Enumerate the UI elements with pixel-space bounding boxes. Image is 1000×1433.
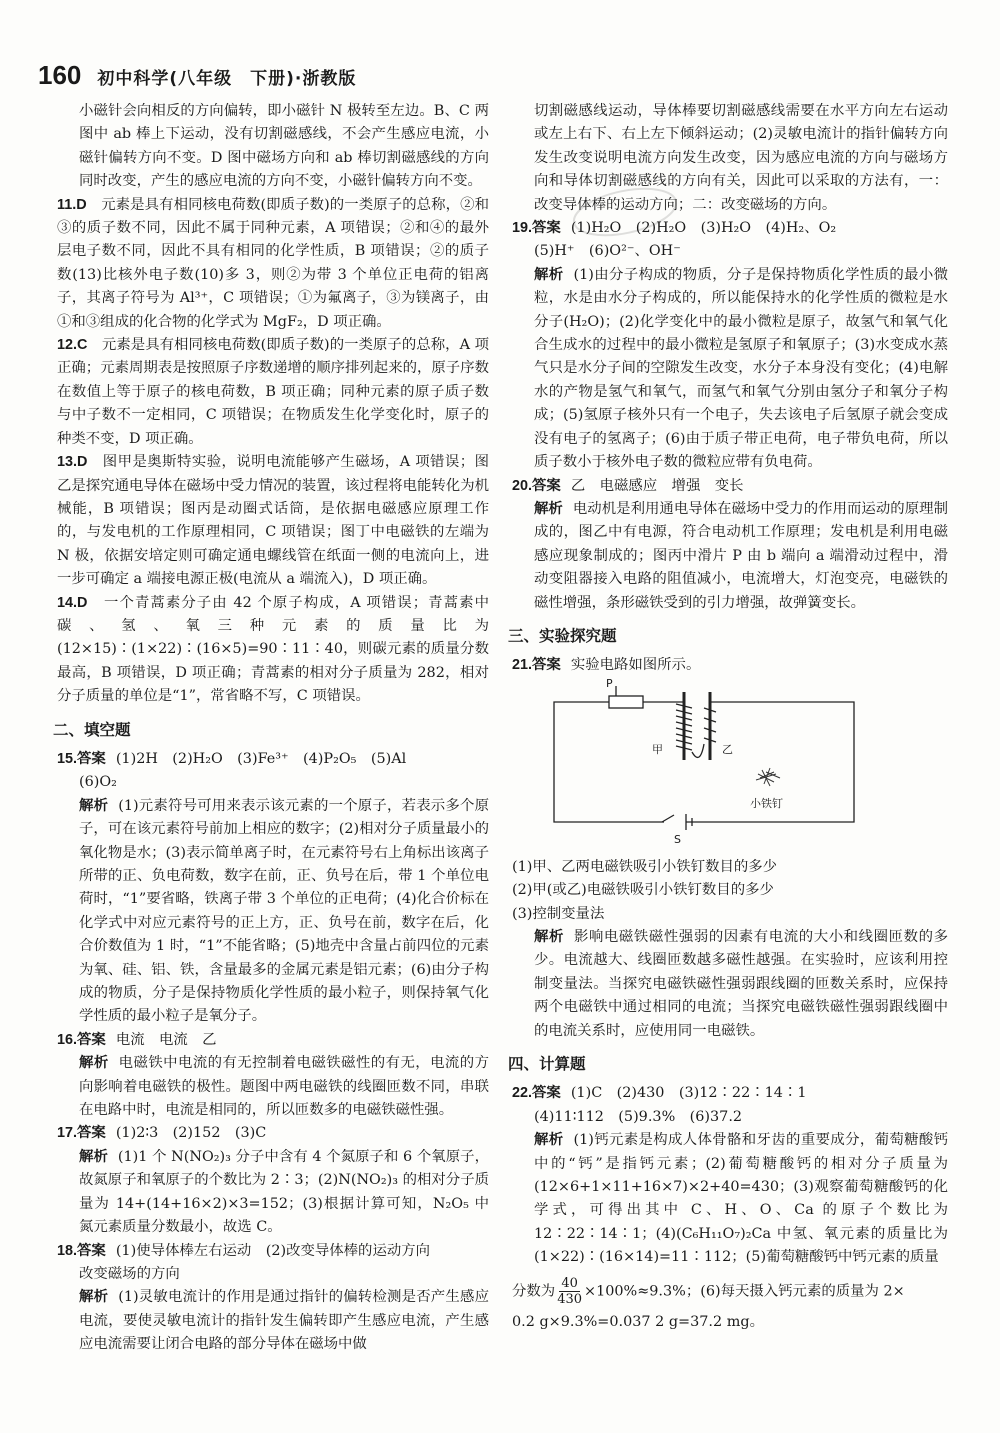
- switch: [662, 815, 674, 822]
- q20-number: 20.: [512, 477, 533, 494]
- q22-explanation: [512, 1129, 948, 1269]
- q18-answer: [57, 1240, 489, 1263]
- right-column: [508, 100, 948, 1334]
- explanation-label: 解析: [79, 1055, 109, 1072]
- q19-number: 19.: [512, 220, 533, 237]
- explanation-label: 解析: [534, 1132, 564, 1149]
- q14-number: 14.D: [57, 594, 88, 611]
- frac-denominator: 430: [557, 1291, 583, 1307]
- q16-number: 16.: [57, 1031, 78, 1048]
- q21-explanation: [512, 926, 948, 1043]
- label-yi: 乙: [722, 742, 733, 756]
- q19-answer: [512, 217, 948, 240]
- q18-number: 18.: [57, 1242, 78, 1259]
- answer-label: 答案: [532, 1085, 561, 1102]
- q17-answer: [57, 1122, 489, 1145]
- q15-explanation: [57, 795, 489, 1029]
- q17-explanation: [57, 1146, 489, 1240]
- section-calculation: 四、计算题: [508, 1055, 586, 1073]
- answer-label: 答案: [532, 220, 561, 237]
- answer-label: 答案: [77, 1031, 106, 1048]
- answer-label: 答案: [77, 750, 106, 767]
- q19-answer-line2: (5)H⁺ (6)O²⁻、OH⁻: [534, 243, 681, 260]
- frac-numerator: 40: [561, 1275, 578, 1291]
- q11-text: 元素是具有相同核电荷数(即质子数)的一类原子的总称，②和③的质子数不同，因此不属于同种元素，A 项错误；②和④的最外层电子数不同，因此不具有相同的化学性质，B 项错误；②的质子数(13)比核外电子数(10)多 3，则②为带 3 个单位正电荷的铝离子，其离子符号为 Al³⁺，C 项错误；①为氟离子，③为镁离子，由①和③组成的化合物的化学式为 MgF₂，D 项正确。: [57, 196, 489, 330]
- q18-continuation: 切割磁感线运动，导体棒要切割磁感线需要在水平方向左右运动或左上右下、右上左下倾斜运动；(2)灵敏电流计的指针偏转方向发生改变说明电流方向发生改变，因为感应电流的方向与磁场方向和导体切割磁感线的方向有关，因此可以采取的方法有，一：改变导体棒的运动方向；二：改变磁场的方向。: [534, 103, 948, 213]
- q19-explanation: [512, 264, 948, 475]
- q17-answers: (1)2∶3 (2)152 (3)C: [115, 1125, 267, 1142]
- frac-prefix: 分数为: [512, 1283, 556, 1300]
- q13-text: 图甲是奥斯特实验，说明电流能够产生磁场，A 项错误；图乙是探究通电导体在磁场中受力情况的装置，该过程将电能转化为机械能，B 项错误；图丙是动圈式话筒，是依据电磁感应原理工作的，与发电机的工作原理相同，C 项错误；图丁中电磁铁的左端为 N 极，依据安培定则可确定通电螺线管在纸面一侧的电流向上，进一步可确定 a 端接电源正极(电流从 a 端流入)，D 项正确。: [57, 454, 489, 588]
- explanation-label: 解析: [534, 928, 564, 945]
- q21-item-1: (1)甲、乙两电磁铁吸引小铁钉数目的多少: [512, 858, 778, 875]
- explanation-label: 解析: [79, 1289, 109, 1306]
- frac-suffix: ×100%≈9.3%；(6)每天摄入钙元素的质量为 2×: [584, 1283, 905, 1300]
- circuit-wire: [554, 702, 684, 822]
- q15-exp-text: (1)元素符号可用来表示该元素的一个原子，若表示多个原子，可在该元素符号前加上相应的数字；(2)相对分子质量最小的氧化物是水；(3)表示简单离子时，在元素符号右上角标出该离子所带的正、负电荷数，数字在前，正、负号在后，带 1 个单位电荷时，“1”要省略，铁离子带 3 个单位的正电荷；(4)化合价标在化学式中对应元素符号的正上方，正、负号在前，数字在后，化合价数值为 1 时，“1”不能省略；(5)地壳中含量占前四位的元素为氧、硅、铝、铁，含量最多的金属元素是铝元素；(6)由分子构成的物质，分子是保持物质化学性质的最小粒子，则保持氧气化学性质的最小粒子是氧分子。: [79, 797, 489, 1025]
- explanation-label: 解析: [534, 500, 563, 517]
- label-jia: 甲: [652, 742, 663, 756]
- q16-answers: 电流 电流 乙: [115, 1031, 217, 1048]
- q20-exp-text: 电动机是利用通电导体在磁场中受力的作用而运动的原理制成的，图乙中有电源，符合电动机工作原理；发电机是利用电磁感应现象制成的；图丙中滑片 P 由 b 端向 a 端滑动过程中，滑动变阻器接入电路的阻值减小，电流增大，灯泡变亮，电磁铁的磁性增强，条形磁铁受到的引力增强，故弹簧变长。: [534, 500, 948, 611]
- answer-label: 答案: [532, 657, 561, 674]
- q21-answer: [512, 654, 948, 677]
- coil-link: [692, 744, 704, 757]
- q22-number: 22.: [512, 1085, 533, 1102]
- label-p: P: [606, 676, 613, 690]
- q17-number: 17.: [57, 1125, 78, 1142]
- circuit-svg: [534, 682, 864, 850]
- q22-exp-text: (1)钙元素是构成人体骨骼和牙齿的重要成分，葡萄糖酸钙中的“钙”是指钙元素；(2)葡萄糖酸钙的相对分子质量为(12×6+1×11+16×7)×2+40=430；(3)观察葡萄糖酸钙的化学式，可得出其中 C、H、O、Ca 的原子个数比为 12∶22∶14∶1；(4)(C₆H₁₁O₇)₂Ca 中氢、氧元素的质量比为(1×22)∶(16×14)=11∶112；(5)葡萄糖酸钙中钙元素的质量: [534, 1132, 948, 1266]
- q17-exp-text: (1)1 个 N(NO₂)₃ 分子中含有 4 个氮原子和 6 个氧原子，故氮原子和氧原子的个数比为 2∶3；(2)N(NO₂)₃ 的相对分子质量为 14+(14+16×2)×3=152；(3)根据计算可知，N₂O₅ 中氮元素质量分数最小，故选 C。: [79, 1148, 489, 1236]
- q11: [57, 194, 489, 334]
- answer-label: 答案: [77, 1125, 106, 1142]
- q20-explanation: [512, 498, 948, 615]
- answer-label: 答案: [532, 477, 561, 494]
- q21-answers: 实验电路如图所示。: [570, 657, 701, 674]
- q12: [57, 334, 489, 451]
- explanation-label: 解析: [534, 266, 564, 283]
- left-column: [53, 100, 489, 1357]
- q18-answer-line2: 改变磁场的方向: [79, 1265, 180, 1282]
- q22-answer: [512, 1082, 948, 1105]
- q14-text: 一个青蒿素分子由 42 个原子构成，A 项错误；青蒿素中碳、氢、氧三种元素的质量比为(12×15)∶(1×22)∶(16×5)=90∶11∶40，则碳元素的质量分数最高，B 项错误，D 项正确；青蒿素的相对分子质量为 282，相对分子质量的单位是“1”，常省略不写，C 项错误。: [57, 594, 489, 705]
- book-title: 初中科学(八年级 下册)·浙教版: [97, 69, 357, 89]
- q15-answers: (1)2H (2)H₂O (3)Fe³⁺ (4)P₂O₅ (5)Al: [115, 750, 407, 767]
- q21-item-2: (2)甲(或乙)电磁铁吸引小铁钉数目的多少: [512, 882, 774, 899]
- q15-number: 15.: [57, 750, 78, 767]
- q21-item-3: (3)控制变量法: [512, 905, 605, 922]
- label-nails: 小铁钉: [750, 796, 783, 810]
- q15-answer: [57, 748, 489, 771]
- section-experiment: 三、实验探究题: [508, 626, 617, 645]
- q20-answers: 乙 电磁感应 增强 变长: [570, 477, 744, 494]
- q21-exp-text: 影响电磁铁磁性强弱的因素有电流的大小和线圈匝数的多少。电流越大、线圈匝数越多磁性越强。在实验时，应该利用控制变量法。当探究电磁铁磁性强弱跟线圈的匝数关系时，应保持两个电磁铁中通过相同的电流；当探究电磁铁磁性强弱跟线圈中的电流关系时，应使用同一电磁铁。: [534, 928, 948, 1039]
- answer-label: 答案: [77, 1242, 106, 1259]
- q19-exp-text: (1)由分子构成的物质，分子是保持物质化学性质的最小微粒，水是由水分子构成的，所以能保持水的化学性质的微粒是水分子(H₂O)；(2)化学变化中的最小微粒是原子，故氢气和氧气化合生成水的过程中的最小微粒是氢原子和氧原子；(3)水变成水蒸气只是水分子间的空隙发生改变，水分子本身没有变化；(4)电解水的产物是氢气和氧气，而氢气和氧气分别由氢分子和氧分子构成；(5)氢原子核外只有一个电子，失去该电子后氢原子就会变成没有电子的氢离子；(6)由于质子带正电荷，电子带负电荷，所以质子数小于核外电子数的微粒应带有负电荷。: [534, 266, 948, 471]
- q21-number: 21.: [512, 657, 533, 674]
- q19-answers: (1)H₂O (2)H₂O (3)H₂O (4)H₂、O₂: [570, 220, 837, 237]
- q20-answer: [512, 475, 948, 498]
- q18-explanation: [57, 1286, 489, 1356]
- q14: [57, 592, 489, 709]
- label-s: S: [674, 832, 681, 846]
- q18-answers: (1)使导体棒左右运动 (2)改变导体棒的运动方向: [115, 1242, 431, 1259]
- q12-number: 12.C: [57, 337, 88, 354]
- q16-explanation: [57, 1052, 489, 1122]
- fraction: [557, 1276, 582, 1307]
- page-header: [38, 60, 356, 100]
- explanation-label: 解析: [79, 797, 109, 814]
- page-number: 160: [38, 60, 82, 90]
- rheostat: [609, 696, 643, 708]
- explanation-label: 解析: [79, 1148, 108, 1165]
- q22-answer-line2: (4)11∶112 (5)9.3% (6)37.2: [534, 1108, 743, 1125]
- q11-number: 11.D: [57, 196, 87, 213]
- q13: [57, 451, 489, 591]
- q22-last-line: 0.2 g×9.3%=0.037 2 g=37.2 mg。: [512, 1313, 764, 1330]
- section-fill-in: 二、填空题: [53, 720, 131, 739]
- q22-answers: (1)C (2)430 (3)12∶22∶14∶1: [570, 1085, 807, 1102]
- q18-exp-text: (1)灵敏电流计的作用是通过指针的偏转检测是否产生感应电流，要使灵敏电流计的指针发生偏转即产生感应电流，产生感应电流需要让闭合电路的部分导体在磁场中做: [79, 1289, 489, 1353]
- q10-continuation: 小磁针会向相反的方向偏转，即小磁针 N 极转至左边。B、C 两图中 ab 棒上下运动，没有切割磁感线，不会产生感应电流，小磁针偏转方向不变。D 图中磁场方向和 ab 棒切割磁感线的方向同时改变，产生的感应电流的方向不变，小磁针偏转方向不变。: [79, 103, 489, 190]
- q22-fraction-line: [512, 1276, 948, 1307]
- q15-answer-line2: (6)O₂: [79, 774, 117, 791]
- q16-exp-text: 电磁铁中电流的有无控制着电磁铁磁性的有无，电流的方向影响着电磁铁的极性。题图中两电磁铁的线圈匝数不同，串联在电路中时，电流是相同的，所以匝数多的电磁铁磁性强。: [79, 1055, 489, 1119]
- iron-nails-pile: [756, 768, 780, 786]
- q12-text: 元素是具有相同核电荷数(即质子数)的一类原子的总称，A 项正确；元素周期表是按照原子序数递增的顺序排列起来的，原子序数在数值上等于原子的核电荷数，B 项正确；同种元素的原子质子数与中子数不一定相同，C 项错误；在物质发生化学变化时，原子的种类不变，D 项正确。: [57, 337, 489, 447]
- q16-answer: [57, 1029, 489, 1052]
- circuit-diagram: [534, 676, 864, 850]
- q13-number: 13.D: [57, 454, 88, 471]
